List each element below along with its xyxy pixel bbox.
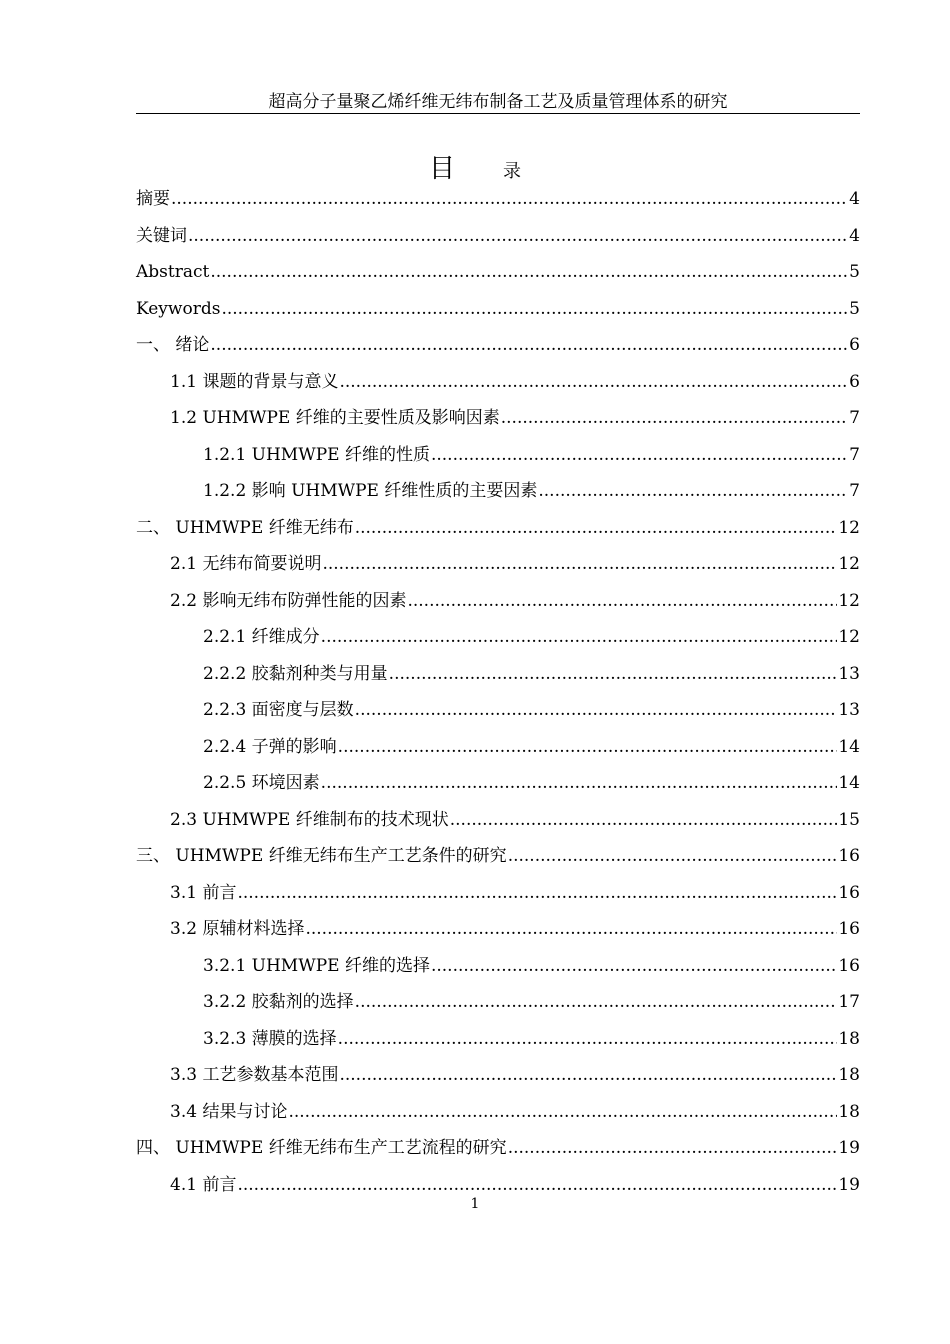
toc-entry[interactable] [136, 656, 860, 693]
toc-entry-page: 18 [838, 1065, 860, 1085]
toc-entry[interactable] [136, 1094, 860, 1131]
toc-entry-label: 2.2.4 子弹的影响 [203, 736, 337, 757]
toc-entry-page: 6 [849, 335, 860, 355]
toc-leader-dots [321, 619, 838, 656]
toc-leader-dots [508, 1130, 838, 1167]
toc-entry-label: 关键词 [136, 225, 187, 246]
toc-leader-dots [171, 181, 848, 218]
toc-entry-page: 7 [849, 408, 860, 428]
toc-entry-label: 3.2 原辅材料选择 [170, 919, 305, 939]
toc-entry[interactable] [136, 291, 860, 328]
toc-entry-label: 3.1 前言 [170, 882, 237, 903]
toc-entry-label: 四、 UHMWPE 纤维无纬布生产工艺流程的研究 [136, 1138, 507, 1158]
toc-entry[interactable] [136, 583, 860, 620]
toc-entry-label: 1.2 UHMWPE 纤维的主要性质及影响因素 [170, 408, 500, 428]
toc-entry-label: 2.3 UHMWPE 纤维制布的技术现状 [170, 809, 449, 830]
toc-entry[interactable] [136, 254, 860, 291]
toc-entry-label: 4.1 前言 [170, 1174, 237, 1195]
toc-entry-page: 18 [838, 1028, 860, 1049]
toc-entry-label: 二、 UHMWPE 纤维无纬布 [136, 517, 354, 538]
toc-leader-dots [501, 400, 848, 437]
toc-entry-page: 12 [838, 590, 860, 611]
toc-entry[interactable] [136, 510, 860, 547]
table-of-contents [136, 181, 860, 1203]
toc-entry[interactable] [136, 400, 860, 437]
toc-leader-dots [355, 984, 838, 1021]
toc-entry-label: 1.1 课题的背景与意义 [170, 371, 339, 392]
toc-entry-label: 2.2.1 纤维成分 [203, 627, 320, 647]
toc-entry[interactable] [136, 546, 860, 583]
toc-entry-label: 3.3 工艺参数基本范围 [170, 1065, 339, 1085]
toc-entry-label: 3.2.2 胶黏剂的选择 [203, 992, 354, 1012]
toc-entry-page: 4 [849, 225, 860, 246]
toc-entry-label: 3.4 结果与讨论 [170, 1101, 288, 1122]
toc-title-char-2: 录 [503, 161, 521, 182]
toc-leader-dots [508, 838, 838, 875]
toc-entry-page: 16 [838, 955, 860, 976]
toc-entry-page: 14 [838, 736, 860, 757]
toc-entry[interactable] [136, 218, 860, 255]
toc-entry-page: 6 [849, 371, 860, 392]
toc-leader-dots [338, 1021, 838, 1058]
toc-entry[interactable] [136, 911, 860, 948]
toc-entry-label: Keywords [136, 298, 221, 319]
toc-entry[interactable] [136, 1021, 860, 1058]
toc-entry[interactable] [136, 181, 860, 218]
toc-entry[interactable] [136, 802, 860, 839]
toc-entry-page: 7 [849, 444, 860, 465]
toc-leader-dots [210, 327, 848, 364]
toc-leader-dots [339, 1057, 837, 1094]
toc-entry[interactable] [136, 473, 860, 510]
toc-leader-dots [339, 364, 848, 401]
toc-entry-label: 3.2.1 UHMWPE 纤维的选择 [203, 955, 430, 976]
toc-entry-label: 3.2.3 薄膜的选择 [203, 1028, 337, 1049]
toc-entry[interactable] [136, 875, 860, 912]
toc-entry-label: 三、 UHMWPE 纤维无纬布生产工艺条件的研究 [136, 846, 507, 866]
toc-entry-label: 2.1 无纬布简要说明 [170, 554, 322, 574]
toc-entry-page: 16 [838, 882, 860, 903]
toc-leader-dots [237, 875, 837, 912]
running-header: 超高分子量聚乙烯纤维无纬布制备工艺及质量管理体系的研究 [136, 92, 860, 114]
toc-title-char-1: 目 [428, 154, 455, 184]
toc-leader-dots [407, 583, 837, 620]
toc-entry-page: 7 [849, 481, 860, 501]
toc-leader-dots [450, 802, 838, 839]
toc-leader-dots [188, 218, 848, 255]
toc-entry-label: 摘要 [136, 189, 170, 209]
toc-entry-page: 14 [838, 773, 860, 793]
toc-entry[interactable] [136, 984, 860, 1021]
toc-leader-dots [221, 291, 848, 328]
toc-entry[interactable] [136, 437, 860, 474]
toc-entry[interactable] [136, 364, 860, 401]
toc-entry-label: 2.2.5 环境因素 [203, 773, 320, 793]
toc-entry-page: 12 [838, 517, 860, 538]
toc-leader-dots [431, 948, 837, 985]
toc-entry[interactable] [136, 692, 860, 729]
toc-entry-page: 12 [838, 554, 860, 574]
toc-entry-label: 1.2.2 影响 UHMWPE 纤维性质的主要因素 [203, 481, 538, 501]
toc-entry-page: 19 [838, 1138, 860, 1158]
toc-leader-dots [355, 692, 838, 729]
toc-entry-page: 15 [838, 809, 860, 830]
toc-entry[interactable] [136, 729, 860, 766]
toc-entry-page: 4 [849, 189, 860, 209]
toc-leader-dots [431, 437, 848, 474]
toc-leader-dots [389, 656, 838, 693]
toc-leader-dots [538, 473, 848, 510]
toc-entry-page: 19 [838, 1174, 860, 1195]
toc-entry-page: 17 [838, 992, 860, 1012]
toc-entry-page: 5 [849, 298, 860, 319]
toc-entry[interactable] [136, 1057, 860, 1094]
toc-entry[interactable] [136, 619, 860, 656]
toc-entry[interactable] [136, 765, 860, 802]
toc-entry-label: 2.2.2 胶黏剂种类与用量 [203, 663, 388, 684]
toc-entry-page: 16 [838, 846, 860, 866]
toc-entry-label: Abstract [136, 262, 210, 282]
toc-leader-dots [210, 254, 848, 291]
toc-entry-page: 16 [838, 919, 860, 939]
toc-leader-dots [338, 729, 838, 766]
toc-leader-dots [322, 546, 837, 583]
toc-title [0, 148, 950, 185]
toc-entry-page: 5 [849, 262, 860, 282]
toc-entry-page: 13 [838, 663, 860, 684]
page-number: 1 [470, 1196, 480, 1212]
toc-entry-label: 1.2.1 UHMWPE 纤维的性质 [203, 444, 430, 465]
toc-leader-dots [355, 510, 838, 547]
toc-entry-label: 2.2 影响无纬布防弹性能的因素 [170, 590, 407, 611]
toc-leader-dots [321, 765, 838, 802]
toc-leader-dots [305, 911, 837, 948]
toc-entry-page: 18 [838, 1101, 860, 1122]
toc-entry-page: 13 [838, 700, 860, 720]
toc-entry-page: 12 [838, 627, 860, 647]
toc-entry[interactable] [136, 327, 860, 364]
toc-leader-dots [288, 1094, 837, 1131]
toc-entry-label: 2.2.3 面密度与层数 [203, 700, 354, 720]
toc-entry-label: 一、 绪论 [136, 335, 210, 355]
toc-entry[interactable] [136, 1130, 860, 1167]
toc-entry[interactable] [136, 948, 860, 985]
toc-entry[interactable] [136, 838, 860, 875]
